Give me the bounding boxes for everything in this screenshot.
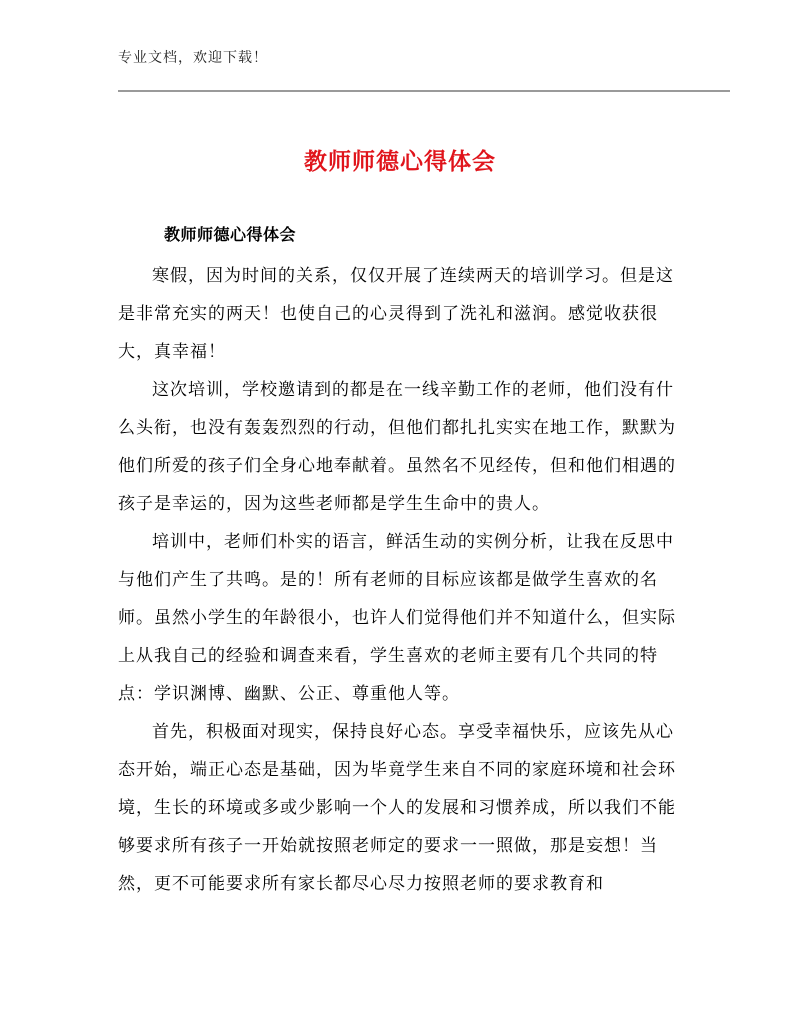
document-subtitle: 教师师德心得体会 bbox=[164, 225, 297, 244]
document-body bbox=[118, 257, 678, 903]
paragraph: 培训中，老师们朴实的语言，鲜活生动的实例分析，让我在反思中与他们产生了共鸣。是的！所有老师的目标应该都是做学生喜欢的名师。虽然小学生的年龄很小，也许人们觉得他们并不知道什么，但实际上从我自己的经验和调查来看，学生喜欢的老师主要有几个共同的特点：学识渊博、幽默、公正、尊重他人等。 bbox=[118, 532, 676, 704]
paragraph: 首先，积极面对现实，保持良好心态。享受幸福快乐，应该先从心态开始，端正心态是基础，因为毕竟学生来自不同的家庭环境和社会环境，生长的环境或多或少影响一个人的发展和习惯养成，所以我们不能够要求所有孩子一开始就按照老师定的要求一一照做，那是妄想！当然，更不可能要求所有家长都尽心尽力按照老师的要求教育和 bbox=[118, 722, 676, 894]
paragraph: 这次培训，学校邀请到的都是在一线辛勤工作的老师，他们没有什么头衔，也没有轰轰烈烈的行动，但他们都扎扎实实在地工作，默默为他们所爱的孩子们全身心地奉献着。虽然名不见经传，但和他们相遇的孩子是幸运的，因为这些老师都是学生生命中的贵人。 bbox=[118, 380, 676, 514]
header-divider bbox=[118, 90, 730, 92]
document-title: 教师师德心得体会 bbox=[304, 149, 496, 175]
paragraph: 寒假，因为时间的关系，仅仅开展了连续两天的培训学习。但是这是非常充实的两天！也使自己的心灵得到了洗礼和滋润。感觉收获很大，真幸福！ bbox=[118, 266, 674, 362]
header-note: 专业文档，欢迎下载！ bbox=[118, 50, 268, 66]
